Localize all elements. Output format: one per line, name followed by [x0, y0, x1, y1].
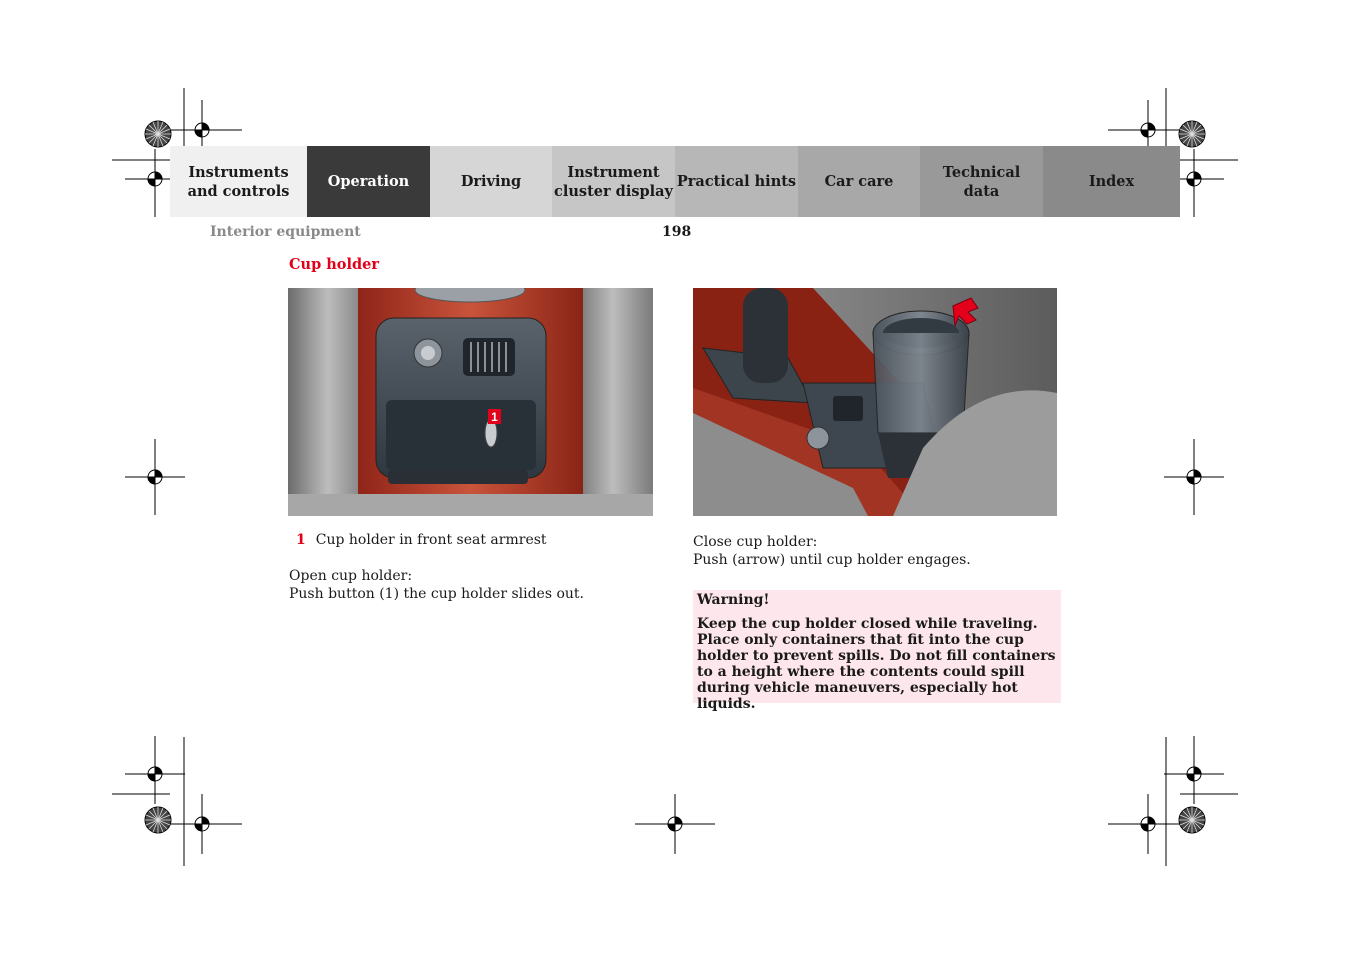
figure-caption	[289, 532, 547, 548]
open-instructions	[289, 567, 584, 603]
warning-box	[693, 590, 1061, 712]
warning-title: Warning!	[697, 592, 770, 608]
tab-technical-data[interactable]: Technical data	[920, 146, 1043, 217]
tab-practical-hints[interactable]: Practical hints	[675, 146, 798, 217]
tab-instruments-and-controls[interactable]: Instruments and controls	[170, 146, 307, 217]
page-number: 198	[662, 224, 692, 240]
warning-text: Keep the cup holder closed while traveling. Place only containers that fit into the cup holder to prevent spills. Do not fill containers to a height where the contents could spill during vehicle maneuvers, especially hot liquids.	[697, 616, 1056, 712]
open-step: Push button (1) the cup holder slides out.	[289, 586, 584, 602]
close-heading: Close cup holder:	[693, 534, 818, 550]
section-header: Interior equipment	[210, 224, 361, 240]
tab-operation[interactable]: Operation	[307, 146, 430, 217]
tab-instrument-cluster-display[interactable]: Instrument cluster display	[552, 146, 675, 217]
tab-car-care[interactable]: Car care	[798, 146, 920, 217]
extended-cup-holder-illustration	[693, 288, 1057, 516]
caption-number: 1	[296, 532, 306, 548]
open-heading: Open cup holder:	[289, 568, 413, 584]
tab-driving[interactable]: Driving	[430, 146, 552, 217]
page-title: Cup holder	[289, 256, 379, 273]
close-step: Push (arrow) until cup holder engages.	[693, 552, 971, 568]
caption-text: Cup holder in front seat armrest	[315, 532, 547, 548]
callout-1: 1	[491, 410, 498, 424]
armrest-cup-holder-illustration	[288, 288, 653, 516]
tab-index[interactable]: Index	[1043, 146, 1180, 217]
close-instructions	[693, 533, 971, 569]
